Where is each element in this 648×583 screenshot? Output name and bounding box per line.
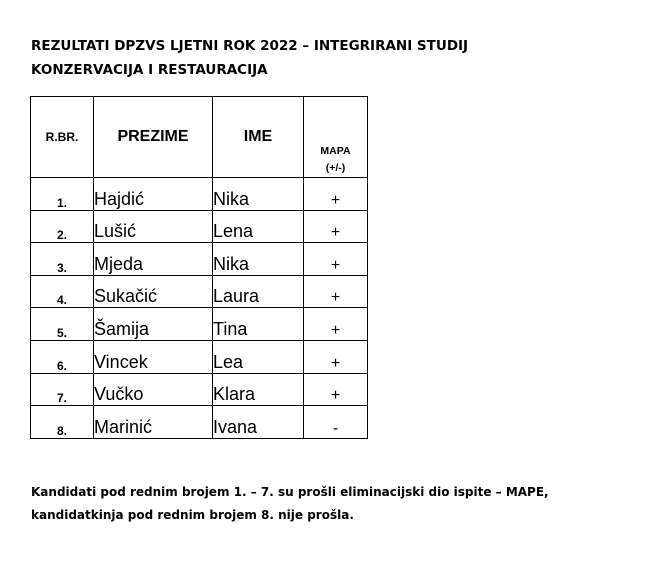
cell-rbr: 4.: [31, 275, 94, 308]
table-row: [31, 373, 368, 406]
table-row: [31, 340, 368, 373]
note-line-1: Kandidati pod rednim brojem 1. – 7. su prošli eliminacijski dio ispite – MAPE,: [31, 485, 549, 499]
cell-prezime: Šamija: [94, 308, 213, 341]
cell-mapa: +: [304, 275, 368, 308]
cell-ime: Nika: [213, 243, 304, 276]
note-line-2: kandidatkinja pod rednim brojem 8. nije prošla.: [31, 508, 354, 522]
cell-rbr: 2.: [31, 210, 94, 243]
cell-mapa: +: [304, 373, 368, 406]
cell-rbr: 1.: [31, 178, 94, 211]
results-table: [30, 96, 368, 439]
title-line-2: KONZERVACIJA I RESTAURACIJA: [31, 62, 268, 78]
table-row: [31, 210, 368, 243]
header-prezime: PREZIME: [94, 97, 213, 178]
cell-mapa: +: [304, 178, 368, 211]
cell-prezime: Vučko: [94, 373, 213, 406]
cell-mapa: +: [304, 243, 368, 276]
cell-ime: Laura: [213, 275, 304, 308]
cell-ime: Klara: [213, 373, 304, 406]
cell-prezime: Vincek: [94, 340, 213, 373]
cell-mapa: -: [304, 406, 368, 439]
table-row: [31, 275, 368, 308]
cell-mapa: +: [304, 308, 368, 341]
cell-ime: Tina: [213, 308, 304, 341]
cell-prezime: Mjeda: [94, 243, 213, 276]
cell-prezime: Lušić: [94, 210, 213, 243]
table-row: [31, 178, 368, 211]
cell-rbr: 5.: [31, 308, 94, 341]
header-mapa: [304, 97, 368, 178]
cell-prezime: Marinić: [94, 406, 213, 439]
cell-ime: Ivana: [213, 406, 304, 439]
cell-ime: Lena: [213, 210, 304, 243]
table-row: [31, 406, 368, 439]
cell-mapa: +: [304, 210, 368, 243]
cell-rbr: 8.: [31, 406, 94, 439]
document-title: [31, 34, 621, 82]
cell-ime: Lea: [213, 340, 304, 373]
cell-prezime: Sukačić: [94, 275, 213, 308]
header-mapa-legend: (+/-): [325, 162, 346, 174]
header-ime: IME: [213, 97, 304, 178]
cell-prezime: Hajdić: [94, 178, 213, 211]
header-rbr: R.BR.: [31, 97, 94, 178]
cell-mapa: +: [304, 340, 368, 373]
cell-rbr: 7.: [31, 373, 94, 406]
cell-ime: Nika: [213, 178, 304, 211]
cell-rbr: 6.: [31, 340, 94, 373]
title-line-1: REZULTATI DPZVS LJETNI ROK 2022 – INTEGRIRANI STUDIJ: [31, 38, 469, 54]
results-note: [31, 481, 631, 527]
header-mapa-label: MAPA: [320, 145, 351, 157]
cell-rbr: 3.: [31, 243, 94, 276]
table-row: [31, 243, 368, 276]
table-header-row: [31, 97, 368, 178]
table-row: [31, 308, 368, 341]
